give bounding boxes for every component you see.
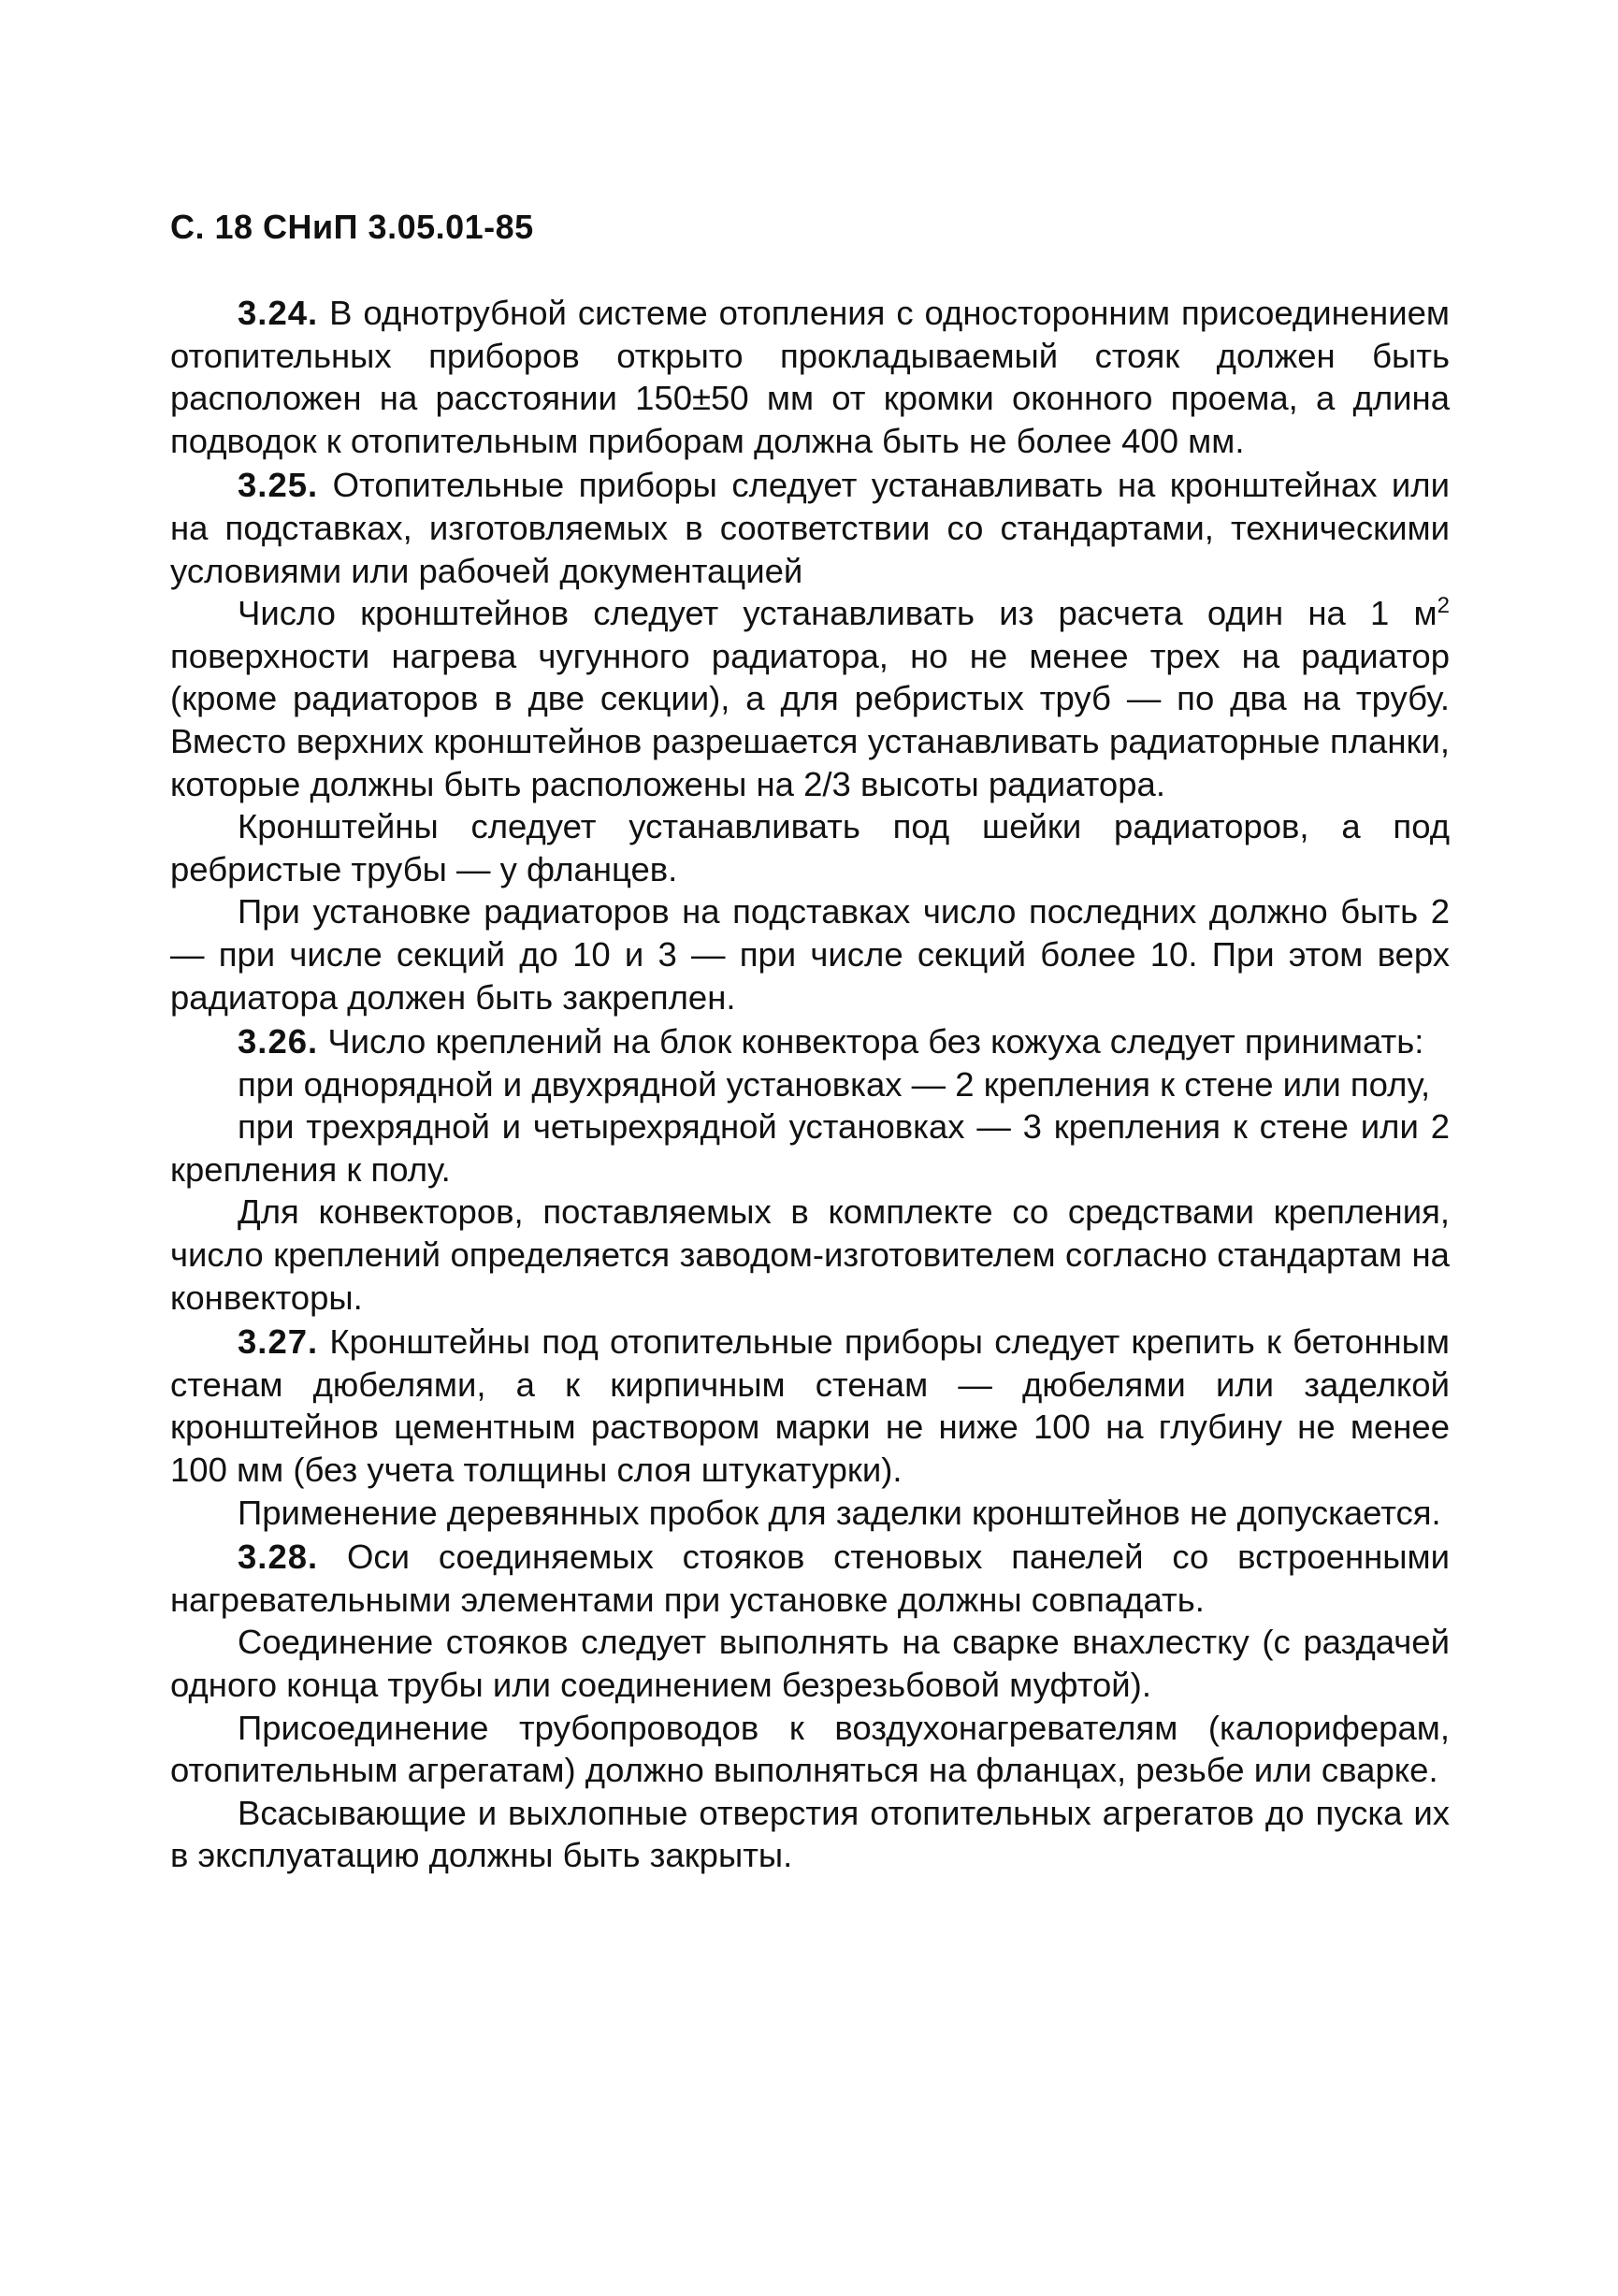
paragraph-triple-quad-row — [170, 1105, 1450, 1191]
paragraph-brackets-placement — [170, 805, 1450, 890]
paragraph-riser-connection — [170, 1621, 1450, 1706]
paragraph-brackets-count — [170, 592, 1450, 805]
paragraph-wooden-plugs — [170, 1492, 1450, 1535]
paragraph-text: Кронштейны следует устанавливать под шейки радиаторов, а под ребристые трубы — у фланцев. — [170, 807, 1450, 888]
paragraph-air-heaters — [170, 1707, 1450, 1792]
paragraph-single-double-row — [170, 1063, 1450, 1106]
paragraph-3-28 — [170, 1536, 1450, 1621]
paragraph-text: Применение деревянных пробок для заделки кронштейнов не допускается. — [238, 1493, 1441, 1532]
paragraph-text: при однорядной и двухрядной установках — 2 крепления к стене или полу, — [238, 1064, 1431, 1104]
clause-number: 3.26. — [238, 1022, 319, 1061]
paragraph-text: Соединение стояков следует выполнять на сварке внахлестку (с раздачей одного конца трубы или соединением безрезьбовой муфтой). — [170, 1623, 1450, 1704]
paragraph-text-continued: поверхности нагрева чугунного радиатора, но не менее трех на радиатор (кроме радиаторов в две секции), а для ребристых труб — по два на трубу. Вместо верхних кронштейнов разрешается устанавливать радиаторные планки, которые должны быть расположены на 2/3 высоты радиатора. — [170, 636, 1450, 803]
clause-number: 3.24. — [238, 294, 319, 332]
paragraph-text: Число кронштейнов следует устанавливать из расчета один на 1 м — [238, 594, 1437, 633]
superscript-2: 2 — [1437, 593, 1450, 618]
page-header: С. 18 СНиП 3.05.01-85 — [170, 208, 534, 246]
clause-number: 3.28. — [238, 1538, 319, 1577]
paragraph-3-25 — [170, 464, 1450, 592]
paragraph-text: Всасывающие и выхлопные отверстия отопительных агрегатов до пуска их в эксплуатацию должны быть закрыты. — [170, 1793, 1450, 1875]
clause-number: 3.25. — [238, 466, 319, 505]
paragraph-text: Отопительные приборы следует устанавливать на кронштейнах или на подставках, изготовляемых в соответствии со стандартами, техническими условиями или рабочей документацией — [170, 466, 1450, 590]
paragraph-text: Число креплений на блок конвектора без кожуха следует принимать: — [327, 1022, 1424, 1061]
paragraph-text: Оси соединяемых стояков стеновых панелей со встроенными нагревательными элементами при установке должны совпадать. — [170, 1538, 1450, 1619]
document-body — [170, 292, 1450, 1877]
paragraph-exhaust-openings — [170, 1792, 1450, 1877]
paragraph-text: Кронштейны под отопительные приборы следует крепить к бетонным стенам дюбелями, а к кирпичным стенам — дюбелями или заделкой кронштейнов цементным раствором марки не ниже 100 на глубину не менее 100 мм (без учета толщины слоя штукатурки). — [170, 1322, 1450, 1490]
paragraph-text: Присоединение трубопроводов к воздухонагревателям (калориферам, отопительным агрегатам) должно выполняться на фланцах, резьбе или сварке. — [170, 1708, 1450, 1790]
clause-number: 3.27. — [238, 1322, 319, 1362]
paragraph-3-26 — [170, 1020, 1450, 1063]
paragraph-text: при трехрядной и четырехрядной установках — 3 крепления к стене или 2 крепления к полу. — [170, 1107, 1450, 1189]
paragraph-text: При установке радиаторов на подставках число последних должно быть 2 — при числе секций до 10 и 3 — при числе секций более 10. При этом верх радиатора должен быть закреплен. — [170, 892, 1450, 1017]
paragraph-stands — [170, 890, 1450, 1018]
paragraph-3-27 — [170, 1321, 1450, 1491]
paragraph-text: Для конвекторов, поставляемых в комплекте со средствами крепления, число креплений определяется заводом-изготовителем согласно стандартам на конвекторы. — [170, 1192, 1450, 1317]
paragraph-convectors-kit — [170, 1191, 1450, 1319]
paragraph-text: В однотрубной системе отопления с односторонним присоединением отопительных приборов открыто прокладываемый стояк должен быть расположен на расстоянии 150±50 мм от кромки оконного проема, а длина подводок к отопительным приборам должна быть не более 400 мм. — [170, 294, 1450, 460]
paragraph-3-24 — [170, 292, 1450, 462]
